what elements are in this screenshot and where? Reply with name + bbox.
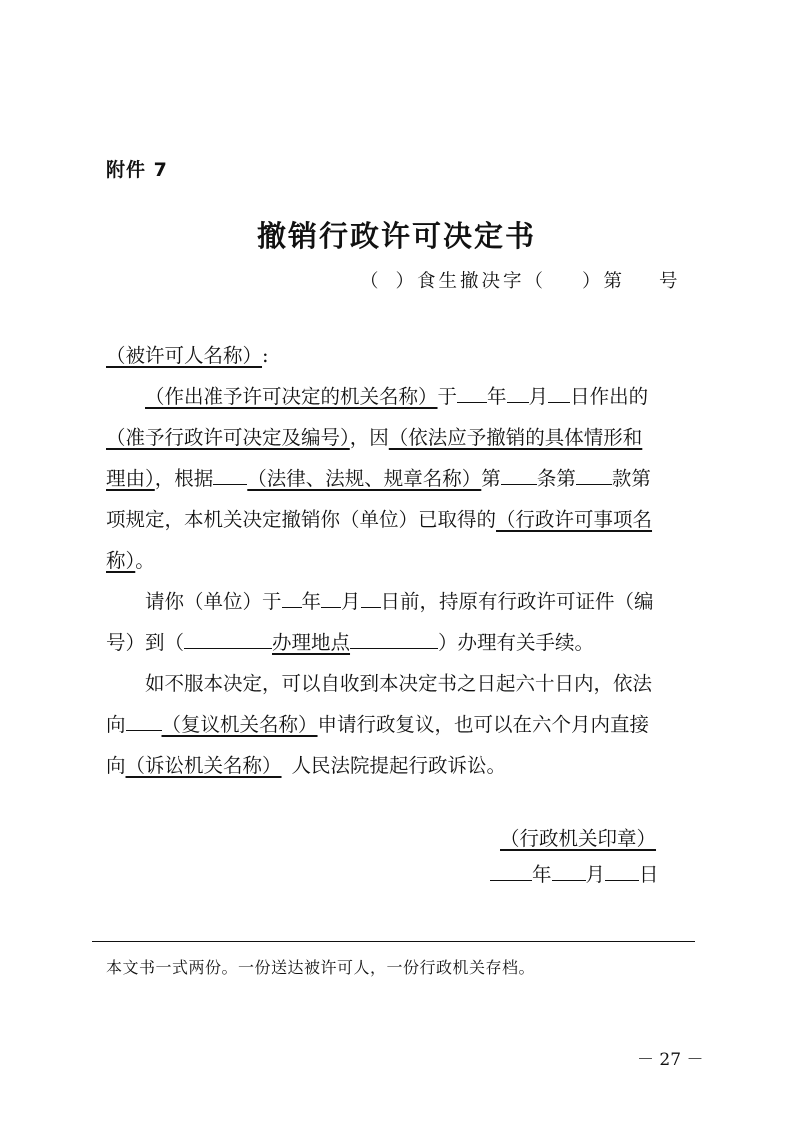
day-blank xyxy=(548,380,570,403)
addressee-line: （被许可人名称）: xyxy=(106,344,269,367)
reason-field-b: 理由） xyxy=(106,467,155,490)
reason-field-a: （依法应予撤销的具体情形和 xyxy=(388,426,643,449)
review-agency-field: （复议机关名称） xyxy=(161,713,318,736)
year-blank xyxy=(457,380,487,403)
decision-body xyxy=(106,335,694,786)
permit-item-field-b: 称） xyxy=(106,549,136,572)
permit-item-field-a: （行政许可事项名 xyxy=(496,508,653,531)
paragraph-1-line-2: （准予行政许可决定及编号），因（依法应予撤销的具体情形和 xyxy=(106,426,643,449)
article-blank xyxy=(501,462,537,485)
paragraph-3-line-3: 向（诉讼机关名称） 人民法院提起行政诉讼。 xyxy=(106,754,507,777)
sign-day-blank xyxy=(605,858,639,881)
return-year-blank xyxy=(282,585,302,608)
sign-year-blank xyxy=(490,858,532,881)
clause-blank xyxy=(576,462,612,485)
paragraph-1-line-3: 理由），根据 （法律、法规、规章名称）第 条第 款第 xyxy=(106,458,694,499)
document-number xyxy=(360,267,681,293)
return-month-blank xyxy=(321,585,341,608)
sign-month-blank xyxy=(552,858,586,881)
return-day-blank xyxy=(361,585,381,608)
paragraph-3-line-1: 如不服本决定，可以自收到本决定书之日起六十日内，依法 xyxy=(145,672,653,695)
agency-seal-placeholder: （行政机关印章） xyxy=(500,827,657,850)
paragraph-1-line-5: 称）。 xyxy=(106,549,155,572)
law-blank-lead xyxy=(213,462,247,485)
document-title: 撤销行政许可决定书 xyxy=(256,219,536,253)
paragraph-1-line-1: （作出准予许可决定的机关名称）于 年 月 日作出的 xyxy=(106,376,694,417)
docno-open: （ xyxy=(360,271,382,292)
law-field: （法律、法规、规章名称） xyxy=(247,467,482,490)
court-field: （诉讼机关名称） xyxy=(125,754,282,777)
paragraph-3-line-2: 向 （复议机关名称）申请行政复议，也可以在六个月内直接 xyxy=(106,704,694,745)
addressee-field: （被许可人名称） xyxy=(106,344,263,367)
paragraph-2-line-1: 请你（单位）于 年 月 日前，持原有行政许可证件（编 xyxy=(106,581,694,622)
office-location-field: 办理地点 xyxy=(272,631,351,654)
permit-field: （准予行政许可决定及编号） xyxy=(106,426,350,449)
page-number: － 27 － xyxy=(637,1050,704,1070)
agency-field: （作出准予许可决定的机关名称） xyxy=(145,385,438,408)
paragraph-2-line-2: 号）到（ 办理地点 ）办理有关手续。 xyxy=(106,622,694,663)
paragraph-1-line-4: 项规定，本机关决定撤销你（单位）已取得的（行政许可事项名 xyxy=(106,508,653,531)
signature-date: 年 月 日 xyxy=(490,858,659,887)
docno-di: ）第 xyxy=(582,271,626,292)
attachment-label: 附件 7 xyxy=(106,159,168,181)
docno-hao: 号 xyxy=(659,271,681,292)
footnote: 本文书一式两份。一份送达被许可人，一份行政机关存档。 xyxy=(106,958,536,977)
month-blank xyxy=(507,380,529,403)
footnote-divider xyxy=(92,941,695,942)
docno-type: ）食生撤决字（ xyxy=(395,271,547,292)
